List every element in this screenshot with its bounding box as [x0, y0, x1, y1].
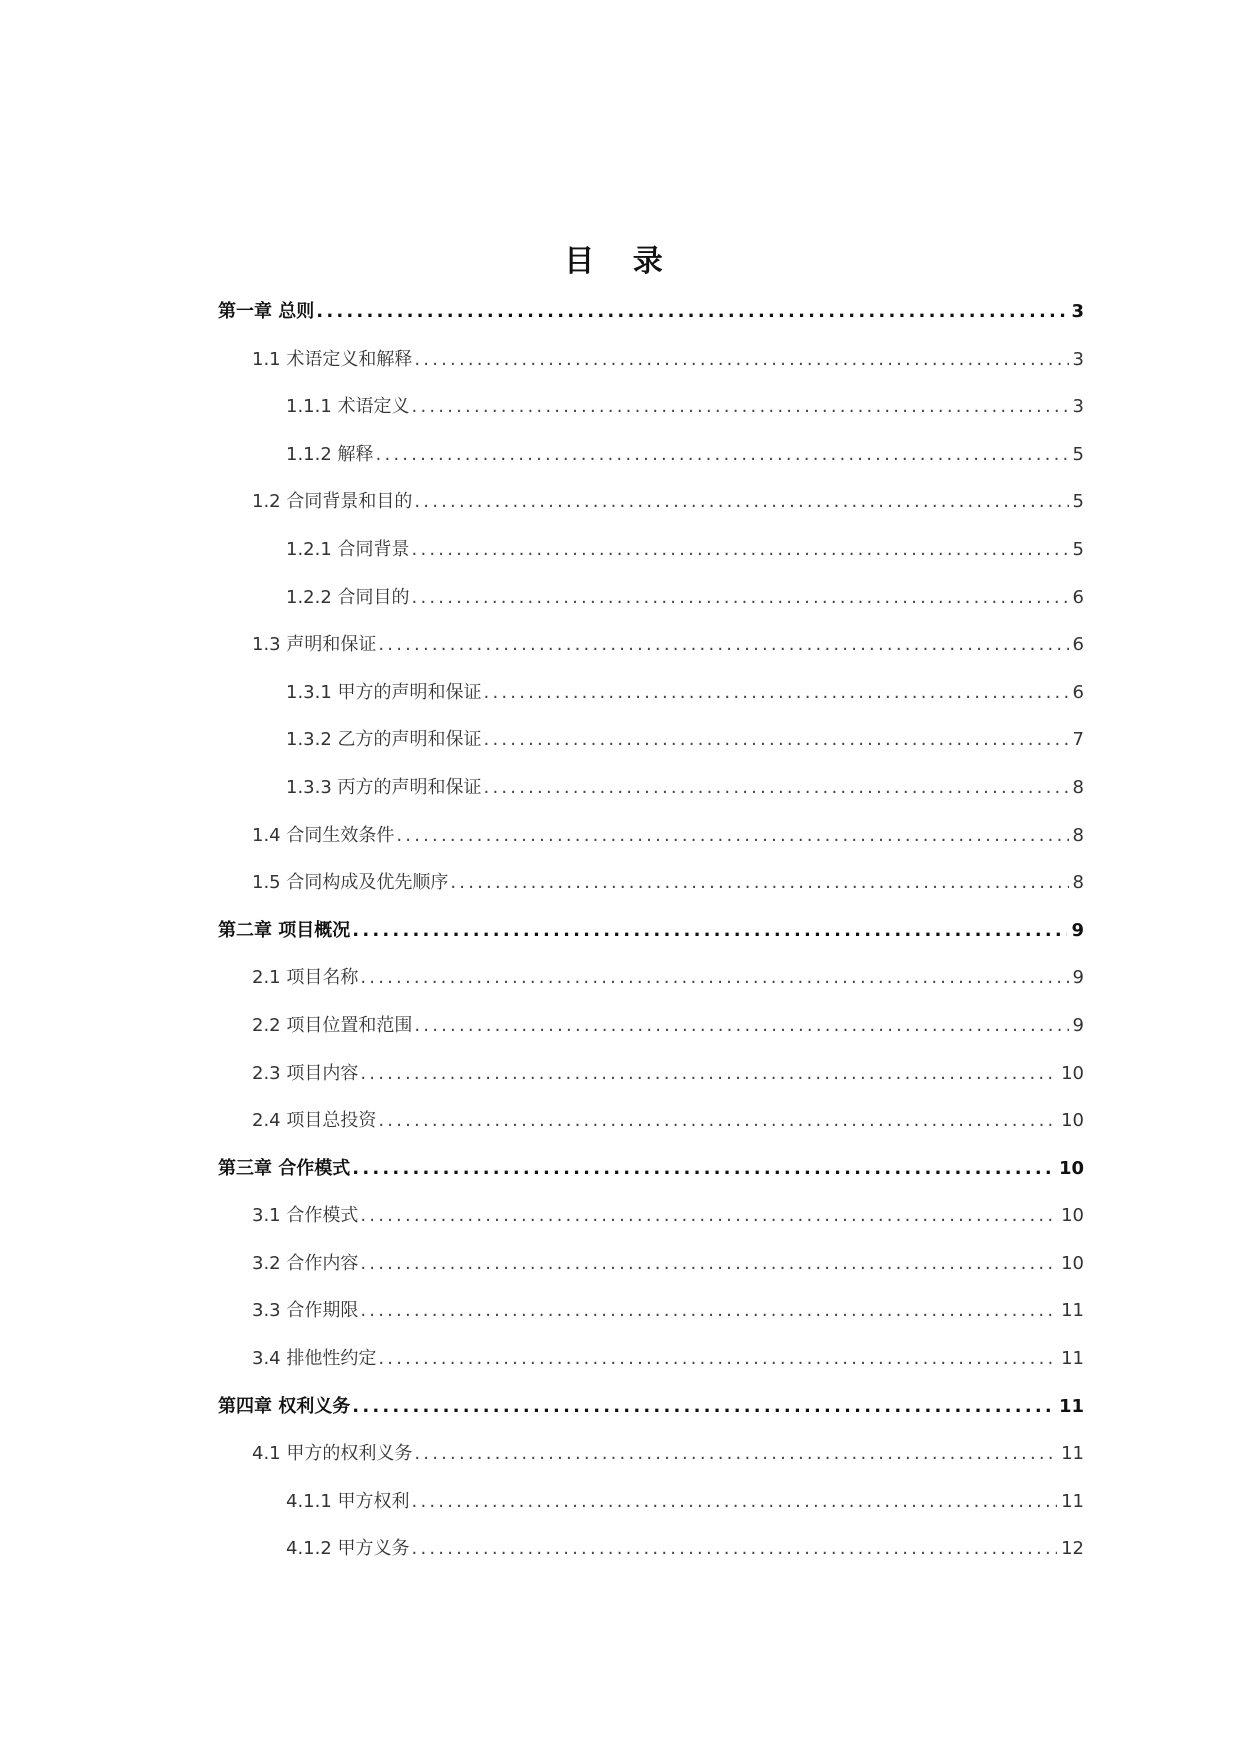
toc-dot-leader — [414, 1430, 1057, 1478]
toc-page-number: 6 — [1072, 681, 1084, 703]
toc-dot-leader — [378, 621, 1068, 669]
toc-chapter-entry[interactable] — [218, 288, 1084, 336]
toc-dot-leader — [316, 288, 1067, 336]
toc-page-number: 10 — [1061, 1110, 1084, 1132]
toc-subsection-entry[interactable] — [218, 669, 1084, 717]
toc-dot-leader — [414, 336, 1068, 384]
toc-section-entry[interactable] — [218, 1430, 1084, 1478]
toc-entry-label: 1.3 声明和保证 — [252, 634, 377, 656]
toc-dot-leader — [352, 1383, 1055, 1431]
toc-dot-leader — [484, 669, 1069, 717]
table-of-contents — [218, 288, 1084, 1573]
toc-dot-leader — [450, 859, 1068, 907]
toc-entry-label: 1.5 合同构成及优先顺序 — [252, 872, 449, 894]
toc-entry-label: 2.3 项目内容 — [252, 1062, 359, 1084]
toc-entry-label: 1.1.2 解释 — [286, 443, 374, 465]
toc-section-entry[interactable] — [218, 954, 1084, 1002]
toc-page-number: 8 — [1072, 872, 1084, 894]
toc-page-number: 10 — [1061, 1062, 1084, 1084]
toc-section-entry[interactable] — [218, 1002, 1084, 1050]
toc-page-number: 3 — [1071, 301, 1084, 322]
toc-chapter-entry[interactable] — [218, 1145, 1084, 1193]
toc-section-entry[interactable] — [218, 1097, 1084, 1145]
toc-dot-leader — [484, 764, 1069, 812]
toc-dot-leader — [360, 1287, 1057, 1335]
toc-dot-leader — [352, 907, 1067, 955]
toc-page-number: 7 — [1072, 729, 1084, 751]
toc-section-entry[interactable] — [218, 1050, 1084, 1098]
toc-entry-label: 4.1.2 甲方义务 — [286, 1538, 410, 1560]
toc-entry-label: 第四章 权利义务 — [218, 1395, 351, 1417]
toc-entry-label: 3.3 合作期限 — [252, 1300, 359, 1322]
toc-subsection-entry[interactable] — [218, 431, 1084, 479]
toc-dot-leader — [360, 1240, 1057, 1288]
toc-entry-label: 4.1.1 甲方权利 — [286, 1490, 410, 1512]
toc-dot-leader — [378, 1097, 1057, 1145]
toc-subsection-entry[interactable] — [218, 1525, 1084, 1573]
toc-entry-label: 4.1 甲方的权利义务 — [252, 1443, 413, 1465]
toc-page-number: 8 — [1072, 824, 1084, 846]
toc-dot-leader — [414, 1002, 1068, 1050]
toc-entry-label: 1.1 术语定义和解释 — [252, 348, 413, 370]
toc-page-number: 9 — [1072, 1014, 1084, 1036]
toc-dot-leader — [360, 1192, 1057, 1240]
toc-subsection-entry[interactable] — [218, 526, 1084, 574]
toc-section-entry[interactable] — [218, 859, 1084, 907]
toc-page-number: 11 — [1061, 1348, 1084, 1370]
page-title: 目 录 — [564, 244, 677, 279]
toc-chapter-entry[interactable] — [218, 907, 1084, 955]
toc-page-number: 6 — [1072, 634, 1084, 656]
toc-section-entry[interactable] — [218, 1287, 1084, 1335]
toc-section-entry[interactable] — [218, 1240, 1084, 1288]
toc-page-number: 5 — [1072, 443, 1084, 465]
toc-dot-leader — [412, 1478, 1058, 1526]
toc-page-number: 5 — [1072, 538, 1084, 560]
toc-dot-leader — [376, 431, 1069, 479]
toc-page-number: 5 — [1072, 491, 1084, 513]
toc-page-number: 10 — [1061, 1252, 1084, 1274]
toc-entry-label: 3.1 合作模式 — [252, 1205, 359, 1227]
toc-page-number: 3 — [1072, 348, 1084, 370]
toc-page-number: 10 — [1061, 1205, 1084, 1227]
toc-subsection-entry[interactable] — [218, 383, 1084, 431]
toc-page-number: 11 — [1058, 1395, 1084, 1417]
toc-chapter-entry[interactable] — [218, 1383, 1084, 1431]
toc-entry-label: 1.2 合同背景和目的 — [252, 491, 413, 513]
toc-dot-leader — [352, 1145, 1055, 1193]
toc-entry-label: 2.1 项目名称 — [252, 967, 359, 989]
toc-section-entry[interactable] — [218, 336, 1084, 384]
toc-dot-leader — [360, 1050, 1057, 1098]
toc-dot-leader — [484, 716, 1069, 764]
toc-entry-label: 1.3.3 丙方的声明和保证 — [286, 776, 482, 798]
toc-entry-label: 第三章 合作模式 — [218, 1157, 351, 1179]
toc-page-number: 11 — [1061, 1443, 1084, 1465]
toc-dot-leader — [412, 526, 1069, 574]
toc-dot-leader — [360, 954, 1068, 1002]
toc-page-number: 3 — [1072, 396, 1084, 418]
toc-entry-label: 2.4 项目总投资 — [252, 1110, 377, 1132]
toc-entry-label: 1.2.1 合同背景 — [286, 538, 410, 560]
toc-page-number: 11 — [1061, 1300, 1084, 1322]
toc-entry-label: 1.4 合同生效条件 — [252, 824, 395, 846]
toc-section-entry[interactable] — [218, 812, 1084, 860]
toc-entry-label: 第二章 项目概况 — [218, 919, 351, 941]
toc-entry-label: 1.3.2 乙方的声明和保证 — [286, 729, 482, 751]
toc-page-number: 9 — [1072, 967, 1084, 989]
toc-page-number: 8 — [1072, 776, 1084, 798]
toc-dot-leader — [378, 1335, 1057, 1383]
toc-entry-label: 1.1.1 术语定义 — [286, 396, 410, 418]
toc-subsection-entry[interactable] — [218, 764, 1084, 812]
toc-page-number: 11 — [1061, 1490, 1084, 1512]
toc-section-entry[interactable] — [218, 621, 1084, 669]
toc-entry-label: 3.4 排他性约定 — [252, 1348, 377, 1370]
toc-section-entry[interactable] — [218, 1335, 1084, 1383]
toc-entry-label: 1.2.2 合同目的 — [286, 586, 410, 608]
toc-dot-leader — [412, 1525, 1058, 1573]
toc-page-number: 12 — [1061, 1538, 1084, 1560]
toc-dot-leader — [412, 574, 1069, 622]
toc-section-entry[interactable] — [218, 1192, 1084, 1240]
toc-dot-leader — [414, 478, 1068, 526]
toc-subsection-entry[interactable] — [218, 1478, 1084, 1526]
toc-entry-label: 第一章 总则 — [218, 301, 315, 322]
toc-page-number: 6 — [1072, 586, 1084, 608]
toc-dot-leader — [396, 812, 1068, 860]
toc-subsection-entry[interactable] — [218, 716, 1084, 764]
toc-entry-label: 1.3.1 甲方的声明和保证 — [286, 681, 482, 703]
toc-subsection-entry[interactable] — [218, 574, 1084, 622]
toc-page-number: 9 — [1071, 919, 1084, 941]
toc-section-entry[interactable] — [218, 478, 1084, 526]
toc-page-number: 10 — [1058, 1157, 1084, 1179]
toc-entry-label: 3.2 合作内容 — [252, 1252, 359, 1274]
toc-dot-leader — [412, 383, 1069, 431]
toc-entry-label: 2.2 项目位置和范围 — [252, 1014, 413, 1036]
